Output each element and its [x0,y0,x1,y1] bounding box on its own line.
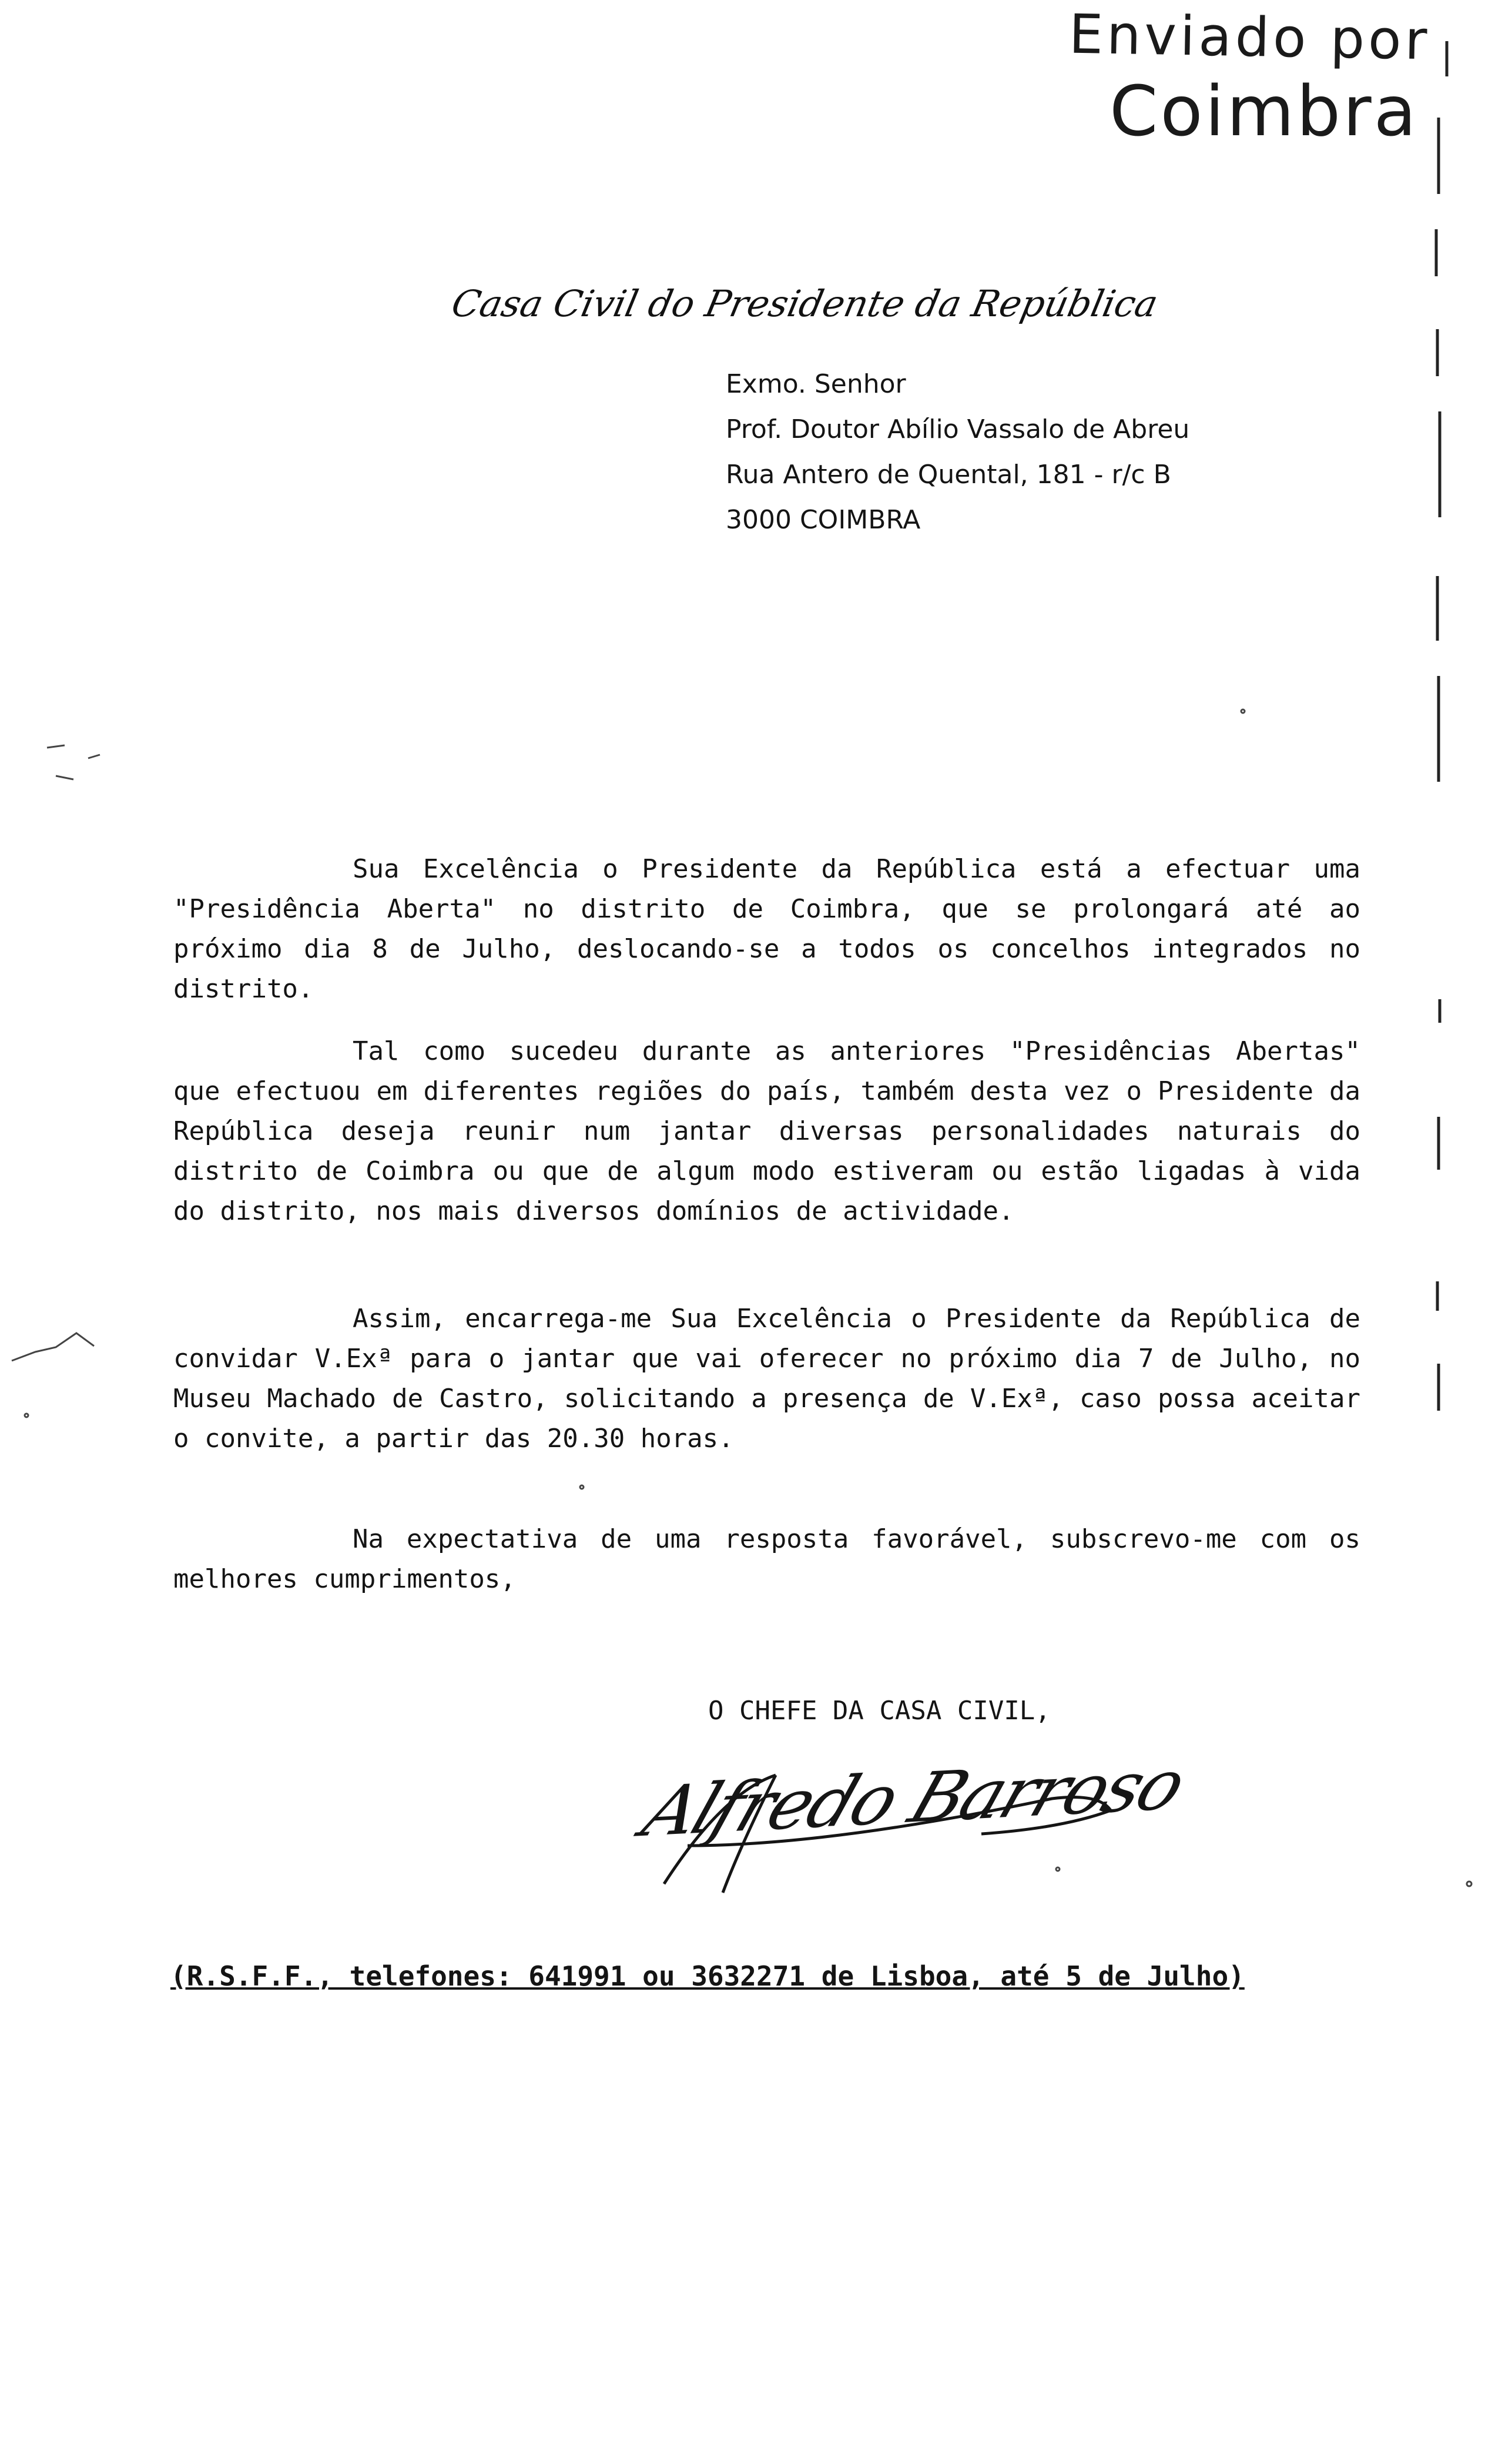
recipient-city: 3000 COIMBRA [726,505,921,535]
recipient-address [726,361,1189,543]
footer-contact-note: (R.S.F.F., telefones: 641991 ou 3632271 de Lisboa, até 5 de Julho) [170,1960,1245,1992]
closing-title: O CHEFE DA CASA CIVIL, [708,1696,1051,1726]
paragraph-1-block [173,849,1360,1009]
handwritten-signature [632,1743,1195,1910]
handwritten-note-line1: Enviado por [1068,2,1431,72]
recipient-name: Prof. Doutor Abílio Vassalo de Abreu [726,414,1190,444]
paragraph-4: Na expectativa de uma resposta favorável, subscrevo-me com os melhores cumprimentos, [173,1524,1360,1594]
paragraph-4-block [173,1519,1360,1599]
paragraph-1: Sua Excelência o Presidente da República está a efectuar uma "Presidência Aberta" no distrito de Coimbra, que se prolongará até ao próximo dia 8 de Julho, deslocando-se a todos os concelhos integrados no distrito. [173,854,1360,1004]
paragraph-3-block [173,1299,1360,1459]
recipient-street: Rua Antero de Quental, 181 - r/c B [726,460,1171,490]
paragraph-2-block [173,1032,1360,1231]
signature-text: Alfredo Barroso [632,1743,1195,1853]
handwritten-note-line2: Coimbra [1109,71,1419,152]
letterhead: Casa Civil do Presidente da República [448,282,1162,325]
recipient-salutation: Exmo. Senhor [726,369,906,399]
paragraph-2: Tal como sucedeu durante as anteriores "Presidências Abertas" que efectuou em diferentes regiões do país, também desta vez o Presidente da República deseja reunir num jantar diversas personalidades naturais do distrito de Coimbra ou que de algum modo estiveram ou estão ligadas à vida do distrito, nos mais diversos domínios de actividade. [173,1036,1360,1226]
signature-flourish [652,1757,1134,1910]
paragraph-3: Assim, encarrega-me Sua Excelência o Presidente da República de convidar V.Exª para o jantar que vai oferecer no próximo dia 7 de Julho, no Museu Machado de Castro, solicitando a presença de V.Exª, caso possa aceitar o convite, a partir das 20.30 horas. [173,1304,1360,1454]
